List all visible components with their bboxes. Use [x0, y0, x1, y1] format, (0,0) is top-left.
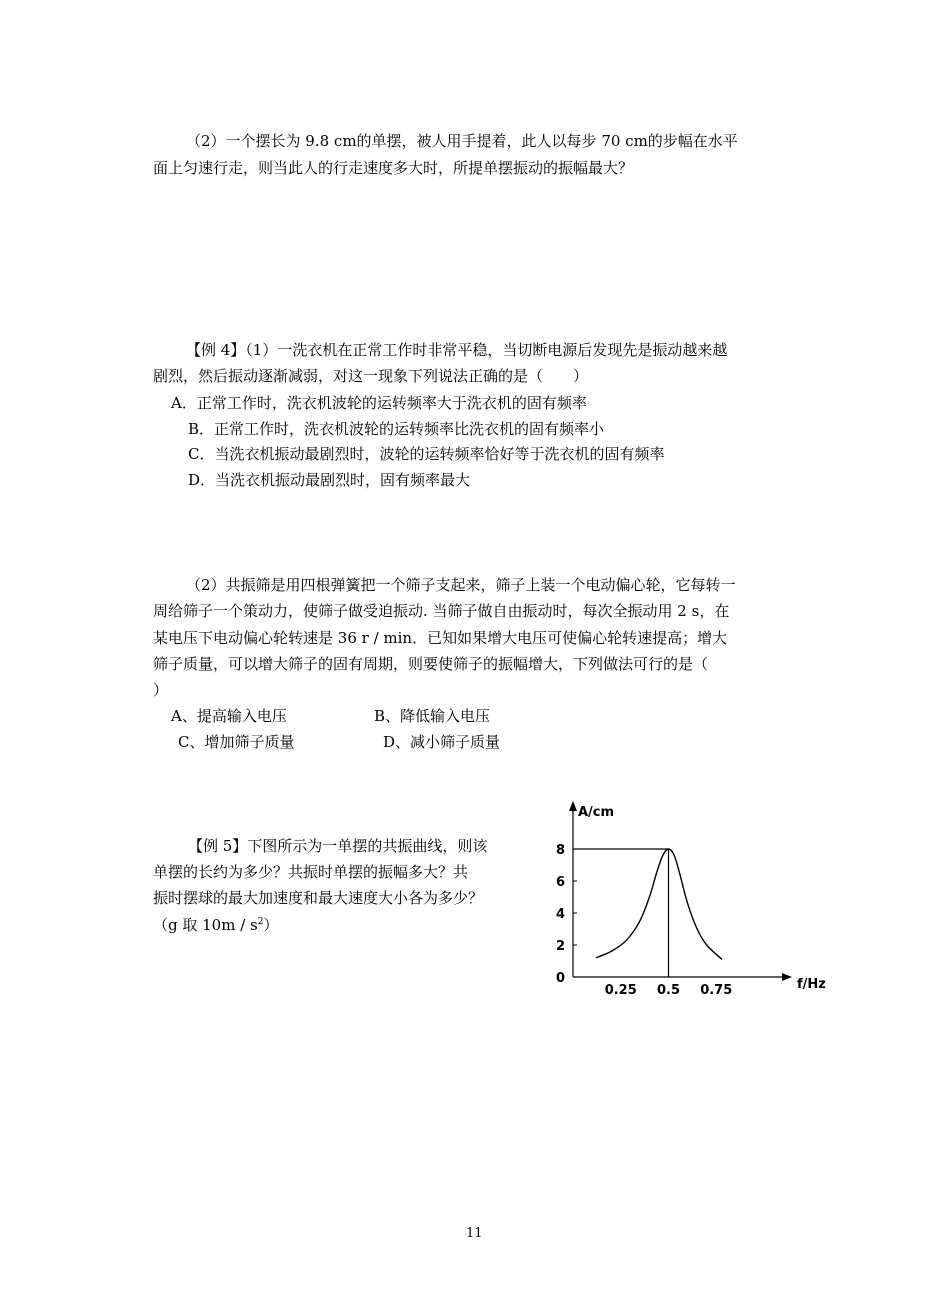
origin-label: 0	[555, 971, 565, 986]
example4-option-b: B．正常工作时，洗衣机波轮的运转频率比洗衣机的固有频率小	[188, 420, 605, 438]
x-tick-label-0.75: 0.75	[700, 983, 733, 998]
sieve-line4: 筛子质量，可以增大筛子的固有周期，则要使筛子的振幅增大，下列做法可行的是（	[153, 655, 709, 673]
sieve-option-d: D、减小筛子质量	[383, 733, 501, 751]
example4-option-c: C．当洗衣机振动最剧烈时，波轮的运转频率恰好等于洗衣机的固有频率	[188, 445, 665, 463]
y-tick-label-8: 8	[555, 843, 565, 858]
y-tick-label-4: 4	[555, 907, 565, 922]
y-tick-label-2: 2	[555, 939, 565, 954]
y-axis-arrow	[569, 801, 577, 811]
example5-line4	[153, 915, 279, 935]
example4-option-a: A．正常工作时，洗衣机波轮的运转频率大于洗衣机的固有频率	[171, 394, 587, 412]
x-axis-arrow	[782, 973, 792, 981]
example4-line1: 【例 4】（1）一洗衣机在正常工作时非常平稳，当切断电源后发现先是振动越来越	[186, 341, 728, 359]
y-axis-label: A/cm	[578, 805, 615, 820]
resonance-curve	[596, 849, 722, 959]
sieve-option-a: A、提高输入电压	[171, 707, 287, 725]
page-number: 11	[466, 1226, 483, 1241]
example4-line2: 剧烈，然后振动逐渐减弱，对这一现象下列说法正确的是（ ）	[153, 367, 589, 385]
example5-line4-prefix: （g 取 10m / s	[153, 916, 258, 934]
sieve-line5: ）	[153, 681, 169, 699]
example5-line2: 单摆的长约为多少？共振时单摆的振幅多大？共	[153, 863, 469, 881]
example5-line4-suffix: ）	[263, 916, 279, 934]
sieve-line1: （2）共振筛是用四根弹簧把一个筛子支起来，筛子上装一个电动偏心轮，它每转一	[186, 576, 736, 594]
example5-line4-sup: 2	[257, 917, 264, 927]
y-tick-label-6: 6	[555, 875, 565, 890]
problem2-line1: （2）一个摆长为 9.8 cm的单摆，被人用手提着，此人以每步 70 cm的步幅在水平	[186, 132, 738, 150]
example5-line3: 振时摆球的最大加速度和最大速度大小各为多少？	[153, 889, 484, 907]
sieve-line3: 某电压下电动偏心轮转速是 36 r / min．已知如果增大电压可使偏心轮转速提高；增大	[153, 629, 728, 647]
x-axis-label: f/Hz	[797, 977, 826, 992]
problem2-line2: 面上匀速行走，则当此人的行走速度多大时，所提单摆振动的振幅最大？	[153, 159, 634, 177]
example4-option-d: D．当洗衣机振动最剧烈时，固有频率最大	[188, 471, 471, 489]
sieve-line2: 周给筛子一个策动力，使筛子做受迫振动. 当筛子做自由振动时，每次全振动用 2 s，在	[153, 602, 730, 620]
x-tick-label-0.25: 0.25	[604, 983, 637, 998]
sieve-option-c: C、增加筛子质量	[178, 733, 295, 751]
sieve-option-b: B、降低输入电压	[374, 707, 491, 725]
x-tick-label-0.5: 0.5	[656, 983, 681, 998]
example5-line1: 【例 5】下图所示为一单摆的共振曲线，则该	[188, 837, 488, 855]
resonance-curve-chart	[550, 795, 826, 998]
